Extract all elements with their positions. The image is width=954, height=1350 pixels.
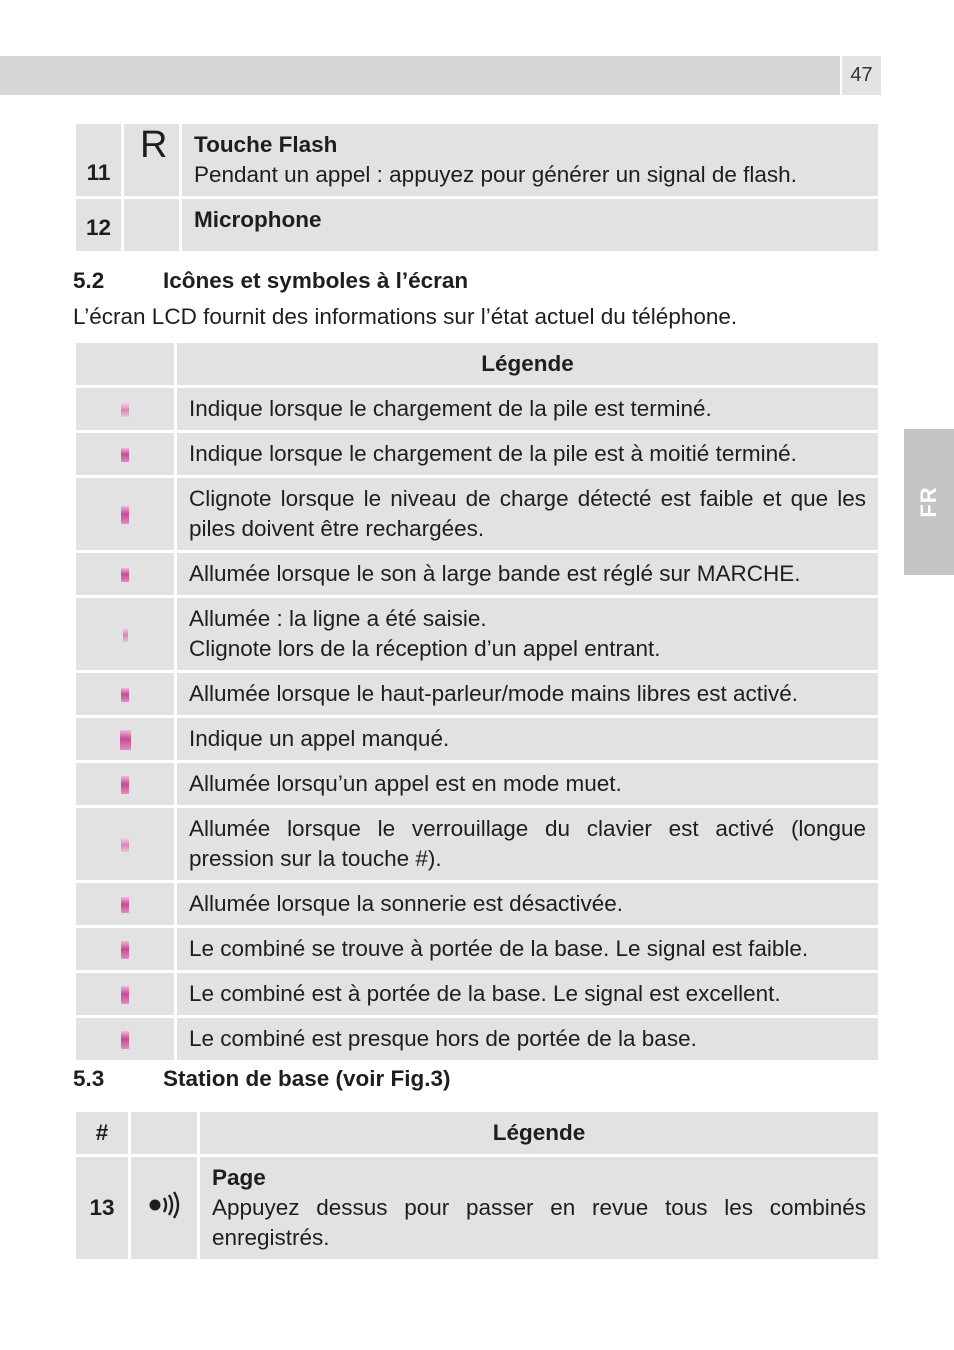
row-text: Le combiné est presque hors de portée de la base. xyxy=(177,1018,878,1060)
table-row xyxy=(76,553,878,595)
section-number: 5.3 xyxy=(73,1066,105,1091)
legend-header: Légende xyxy=(200,1112,878,1154)
row-text: Pendant un appel : appuyez pour générer un signal de flash. xyxy=(194,162,797,187)
section-title: Icônes et symboles à l’écran xyxy=(163,268,469,293)
page-icon-cell xyxy=(131,1157,197,1259)
row-text: Allumée : la ligne a été saisie. Clignote lors de la réception d’un appel entrant. xyxy=(177,598,878,670)
row-text: Allumée lorsque le verrouillage du clavier est activé (longue pression sur la touche #). xyxy=(177,808,878,880)
number-header: # xyxy=(76,1112,128,1154)
section-heading-5-2 xyxy=(73,268,468,294)
keypad-lock-icon xyxy=(121,838,129,852)
table-row xyxy=(76,199,878,251)
signal-weak-icon xyxy=(121,941,129,959)
line-icon xyxy=(123,628,128,642)
row-text: Indique lorsque le chargement de la pile est terminé. xyxy=(177,388,878,430)
speaker-icon xyxy=(121,688,129,702)
icons-table xyxy=(73,340,881,1063)
battery-full-icon xyxy=(121,403,129,417)
language-tab xyxy=(904,429,954,575)
empty-header-cell xyxy=(131,1112,197,1154)
language-tab-label: FR xyxy=(916,486,941,518)
table-row xyxy=(76,124,878,196)
row-title: Touche Flash xyxy=(194,132,338,157)
table-row xyxy=(76,763,878,805)
section-heading-5-3 xyxy=(73,1066,451,1092)
table-row xyxy=(76,388,878,430)
row-title: Page xyxy=(212,1165,266,1190)
row-text: Indique lorsque le chargement de la pile est à moitié terminé. xyxy=(177,433,878,475)
mute-icon xyxy=(121,776,129,794)
table-row xyxy=(76,883,878,925)
ringer-off-icon xyxy=(121,897,129,913)
row-description xyxy=(182,199,878,251)
section-number: 5.2 xyxy=(73,268,105,293)
section-title: Station de base (voir Fig.3) xyxy=(163,1066,451,1091)
row-title: Microphone xyxy=(194,207,322,232)
row-text: Clignote lorsque le niveau de charge détecté est faible et que les piles doivent être rechargées. xyxy=(177,478,878,550)
table-row xyxy=(76,1018,878,1060)
row-description xyxy=(182,124,878,196)
row-number: 11 xyxy=(76,124,121,196)
table-row xyxy=(76,598,878,670)
table-header-row xyxy=(76,1112,878,1154)
table-header-row xyxy=(76,343,878,385)
row-text: Allumée lorsque le haut-parleur/mode mains libres est activé. xyxy=(177,673,878,715)
row-text: Appuyez dessus pour passer en revue tous les combinés enregistrés. xyxy=(212,1195,866,1250)
header-bar xyxy=(0,56,840,95)
row-description xyxy=(200,1157,878,1259)
table-row xyxy=(76,433,878,475)
row-number: 13 xyxy=(76,1157,128,1259)
table-row xyxy=(76,1157,878,1259)
row-text: Indique un appel manqué. xyxy=(177,718,878,760)
signal-excellent-icon xyxy=(121,986,129,1004)
flash-key-symbol: R xyxy=(124,124,179,196)
base-station-table xyxy=(73,1109,881,1262)
table-row xyxy=(76,718,878,760)
page-number: 47 xyxy=(842,56,881,95)
battery-half-icon xyxy=(121,448,129,462)
table-row xyxy=(76,478,878,550)
row-text: Allumée lorsque la sonnerie est désactivée. xyxy=(177,883,878,925)
table-row xyxy=(76,673,878,715)
empty-symbol-cell xyxy=(124,199,179,251)
table-row xyxy=(76,928,878,970)
empty-header-cell xyxy=(76,343,174,385)
row-text: Le combiné est à portée de la base. Le signal est excellent. xyxy=(177,973,878,1015)
row-text: Allumée lorsque le son à large bande est réglé sur MARCHE. xyxy=(177,553,878,595)
table-row xyxy=(76,973,878,1015)
page-icon xyxy=(146,1190,182,1220)
section-intro: L’écran LCD fournit des informations sur l’état actuel du téléphone. xyxy=(73,304,738,329)
table-row xyxy=(76,808,878,880)
signal-out-of-range-icon xyxy=(121,1031,129,1049)
missed-call-icon xyxy=(120,730,131,750)
legend-header: Légende xyxy=(177,343,878,385)
buttons-table xyxy=(73,121,881,254)
wideband-icon xyxy=(121,568,129,582)
row-text: Allumée lorsqu’un appel est en mode muet. xyxy=(177,763,878,805)
row-number: 12 xyxy=(76,199,121,251)
battery-low-icon xyxy=(121,506,129,524)
row-text: Le combiné se trouve à portée de la base. Le signal est faible. xyxy=(177,928,878,970)
